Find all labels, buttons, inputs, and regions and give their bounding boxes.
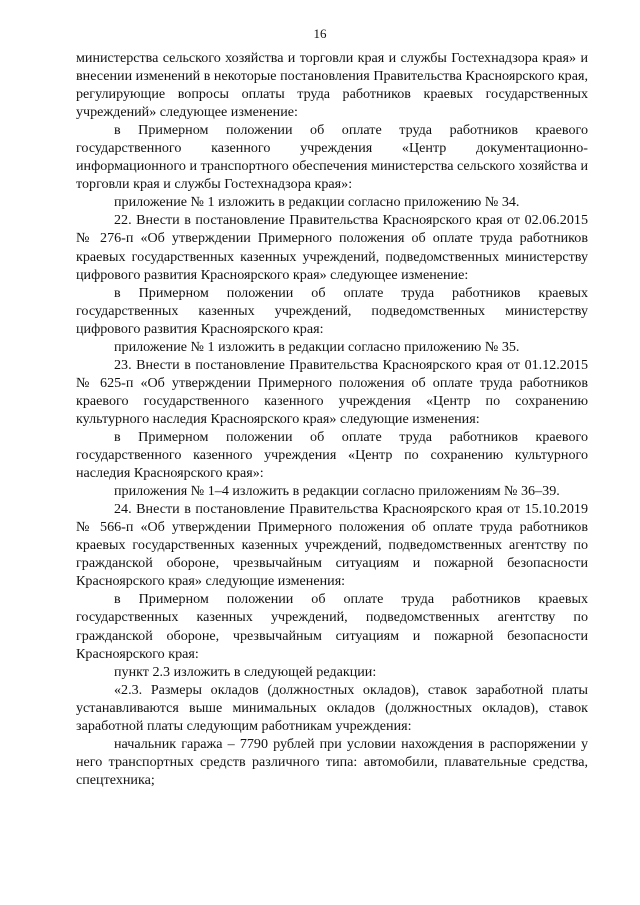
paragraph: 24. Внести в постановление Правительства Красноярского края от 15.10.2019 № 566-п «Об утверждении Примерного положения об оплате труда работников краевых государственных казенных учреждений, подведомственных агентству по гражданской обороне, чрезвычайным ситуациям и пожарной безопасности Красноярского края» следующие изменения:: [76, 501, 588, 590]
document-body: [76, 49, 588, 789]
paragraph: приложения № 1–4 изложить в редакции согласно приложениям № 36–39.: [114, 483, 560, 500]
paragraph: 23. Внести в постановление Правительства Красноярского края от 01.12.2015 № 625-п «Об утверждении Примерного положения об оплате труда работников краевого государственного казенного учреждения «Центр по сохранению культурного наследия Красноярского края» следующие изменения:: [76, 356, 588, 427]
paragraph: приложение № 1 изложить в редакции согласно приложению № 34.: [114, 194, 520, 211]
paragraph: «2.3. Размеры окладов (должностных окладов), ставок заработной платы устанавливаются выше минимальных окладов (должностных окладов), ставок заработной платы следующим работникам учреждения:: [76, 681, 588, 734]
paragraph: в Примерном положении об оплате труда работников краевых государственных казенных учреждений, подведомственных агентству по гражданской обороне, чрезвычайным ситуациям и пожарной безопасности Красноярского края:: [76, 591, 588, 662]
paragraph: приложение № 1 изложить в редакции согласно приложению № 35.: [114, 338, 520, 355]
paragraph: в Примерном положении об оплате труда работников краевых государственных казенных учреждений, подведомственных министерству цифрового развития Красноярского края:: [76, 284, 588, 337]
page-number: 16: [313, 26, 327, 41]
paragraph: 22. Внести в постановление Правительства Красноярского края от 02.06.2015 № 276-п «Об утверждении Примерного положения об оплате труда работников краевых государственных казенных учреждений, подведомственных министерству цифрового развития Красноярского края» следующее изменение:: [76, 212, 588, 283]
paragraph: министерства сельского хозяйства и торговли края и службы Гостехнадзора края» и внесении изменений в некоторые постановления Правительства Красноярского края, регулирующие вопросы оплаты труда работников краевых государственных учреждений» следующее изменение:: [76, 50, 588, 121]
paragraph: в Примерном положении об оплате труда работников краевого государственного казенного учреждения «Центр по сохранению культурного наследия Красноярского края»:: [76, 428, 588, 482]
paragraph: начальник гаража – 7790 рублей при условии нахождения в распоряжении у него транспортных средств различного типа: автомобили, плавательные средства, спецтехника;: [76, 735, 588, 788]
paragraph: пункт 2.3 изложить в следующей редакции:: [114, 663, 377, 680]
paragraph: в Примерном положении об оплате труда работников краевого государственного казенного учреждения «Центр документационно-информационного и транспортного обеспечения министерства сельского хозяйства и торговли края и службы Гостехнадзора края»:: [76, 122, 588, 193]
